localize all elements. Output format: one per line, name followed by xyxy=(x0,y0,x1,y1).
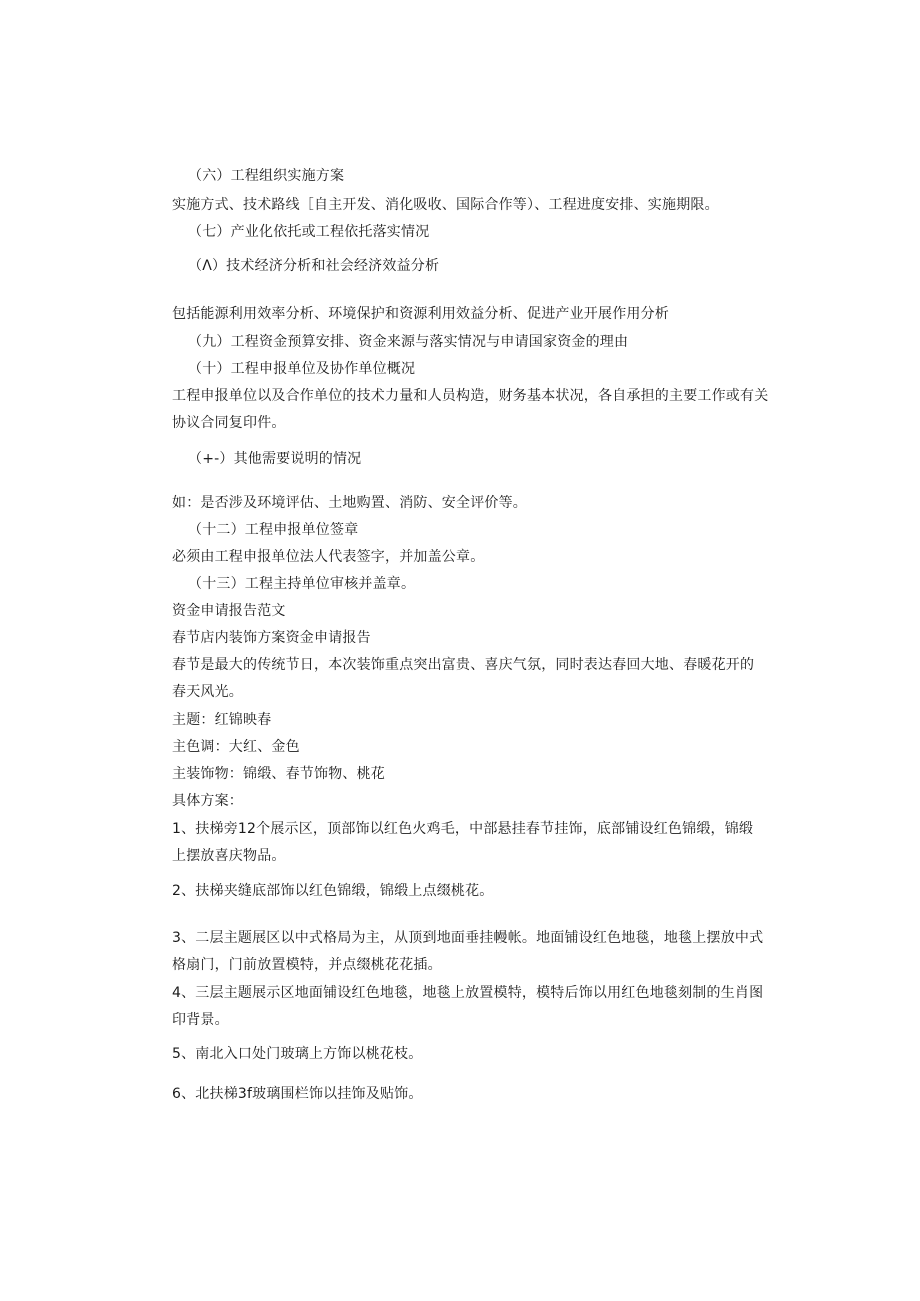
report-title: 春节店内装饰方案资金申请报告 xyxy=(172,630,371,646)
paragraph-line: 必须由工程申报单位法人代表签字，并加盖公章。 xyxy=(172,549,485,565)
section-heading-9: （九）工程资金预算安排、资金来源与落实情况与申请国家资金的理由 xyxy=(188,334,629,350)
theme-line: 主题：红锦映春 xyxy=(172,712,272,728)
paragraph-line: 工程申报单位以及合作单位的技术力量和人员构造，财务基本状况，各自承担的主要工作或有关 xyxy=(172,388,769,404)
paragraph-line: 如：是否涉及环境评估、土地购置、消防、安全评价等。 xyxy=(172,495,527,511)
plan-item-1-cont: 上摆放喜庆物品。 xyxy=(172,848,286,864)
plan-item-4: 4、三层主题展示区地面铺设红色地毯，地毯上放置模特，模特后饰以用红色地毯刻制的生肖图 xyxy=(172,985,764,1001)
sample-heading: 资金申请报告范文 xyxy=(172,603,286,619)
plan-item-4-cont: 印背景。 xyxy=(172,1012,229,1028)
plan-item-6: 6、北扶梯3f玻璃围栏饰以挂饰及贴饰。 xyxy=(172,1086,423,1102)
paragraph-line: 协议合同复印件。 xyxy=(172,415,286,431)
paragraph-line: 实施方式、技术路线［自主开发、消化吸收、国际合作等）、工程进度安排、实施期限。 xyxy=(172,197,719,213)
plan-item-1: 1、扶梯旁12个展示区，顶部饰以红色火鸡毛，中部悬挂春节挂饰，底部铺设红色锦缎，锦缎 xyxy=(172,821,754,837)
color-line: 主色调：大红、金色 xyxy=(172,739,300,755)
plan-item-3: 3、二层主题展区以中式格局为主，从顶到地面垂挂幔帐。地面铺设红色地毯，地毯上摆放中式 xyxy=(172,930,764,946)
section-heading-12: （十二）工程申报单位签章 xyxy=(188,522,359,538)
plan-item-3-cont: 格扇门，门前放置模特，并点缀桃花花插。 xyxy=(172,957,442,973)
plan-item-2: 2、扶梯夹缝底部饰以红色锦缎，锦缎上点缀桃花。 xyxy=(172,883,494,899)
section-heading-6: （六）工程组织实施方案 xyxy=(188,168,345,184)
plan-item-5: 5、南北入口处门玻璃上方饰以桃花枝。 xyxy=(172,1046,423,1062)
plan-heading: 具体方案： xyxy=(172,793,243,809)
section-heading-11: （+-）其他需要说明的情况 xyxy=(188,451,362,467)
decor-line: 主装饰物：锦缎、春节饰物、桃花 xyxy=(172,766,385,782)
section-heading-8: （Λ）技术经济分析和社会经济效益分析 xyxy=(188,258,440,274)
section-heading-7: （七）产业化依托或工程依托落实情况 xyxy=(188,224,430,240)
paragraph-line: 春天风光。 xyxy=(172,684,243,700)
paragraph-line: 春节是最大的传统节日，本次装饰重点突出富贵、喜庆气氛，同时表达春回大地、春暖花开的 xyxy=(172,657,755,673)
paragraph-line: 包括能源利用效率分析、环境保护和资源利用效益分析、促进产业开展作用分析 xyxy=(172,306,669,322)
section-heading-10: （十）工程申报单位及协作单位概况 xyxy=(188,361,416,377)
section-heading-13: （十三）工程主持单位审核并盖章。 xyxy=(188,576,416,592)
